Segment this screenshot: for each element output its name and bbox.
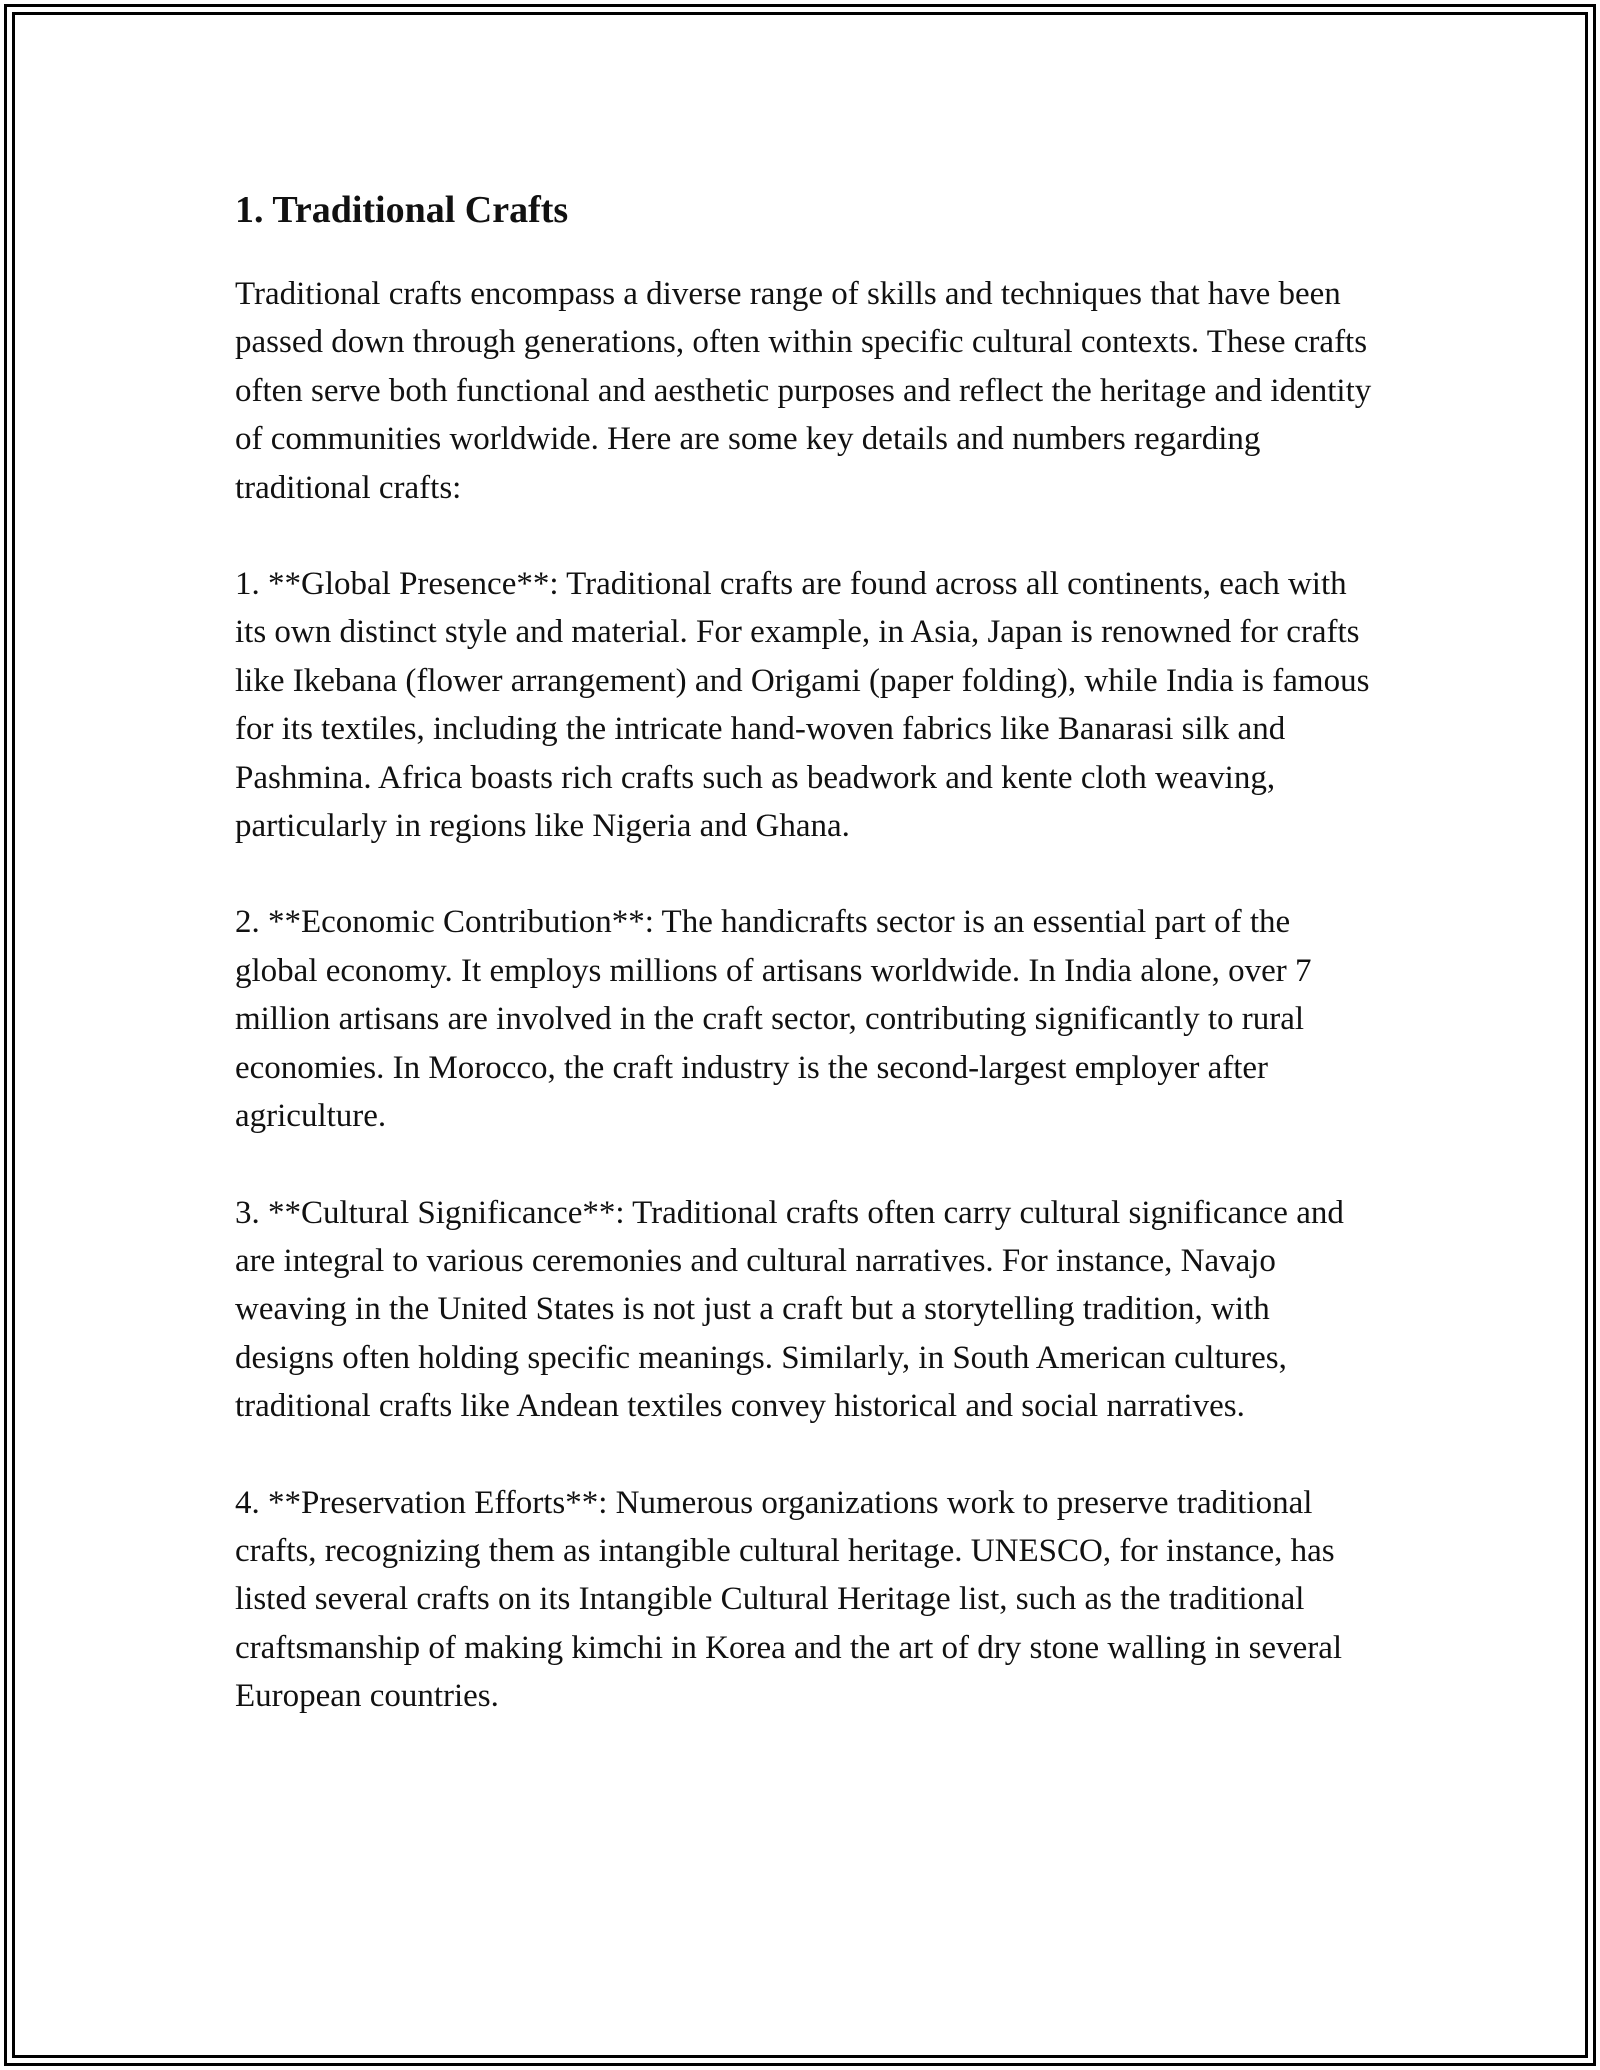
section-heading: 1. Traditional Crafts	[235, 189, 569, 231]
list-item-preservation-efforts: 4. **Preservation Efforts**: Numerous organizations work to preserve traditional crafts, recognizing them as intangible cultural heritage. UNESCO, for instance, has listed several crafts on its Intangible Cultural Heritage list, such as the traditional craftsmanship of making kimchi in Korea and the art of dry stone walling in several European countries.	[235, 1484, 1343, 1715]
list-item-economic-contribution: 2. **Economic Contribution**: The handicrafts sector is an essential part of the global economy. It employs millions of artisans worldwide. In India alone, over 7 million artisans are involved in the craft sector, contributing significantly to rural economies. In Morocco, the craft industry is the second-largest employer after agriculture.	[235, 904, 1312, 1135]
intro-paragraph: Traditional crafts encompass a diverse range of skills and techniques that have been passed down through generations, often within specific cultural contexts. These crafts often serve both functional and aesthetic purposes and reflect the heritage and identity of communities worldwide. Here are some key details and numbers regarding traditional crafts:	[235, 276, 1372, 506]
document-body	[235, 180, 1375, 1721]
list-item-global-presence: 1. **Global Presence**: Traditional crafts are found across all continents, each with its own distinct style and material. For example, in Asia, Japan is renowned for crafts like Ikebana (flower arrangement) and Origami (paper folding), while India is famous for its textiles, including the intricate hand-woven fabrics like Banarasi silk and Pashmina. Africa boasts rich crafts such as beadwork and kente cloth weaving, particularly in regions like Nigeria and Ghana.	[235, 566, 1370, 845]
list-item-cultural-significance: 3. **Cultural Significance**: Traditional crafts often carry cultural significance and are integral to various ceremonies and cultural narratives. For instance, Navajo weaving in the United States is not just a craft but a storytelling tradition, with designs often holding specific meanings. Similarly, in South American cultures, traditional crafts like Andean textiles convey historical and social narratives.	[235, 1194, 1344, 1425]
